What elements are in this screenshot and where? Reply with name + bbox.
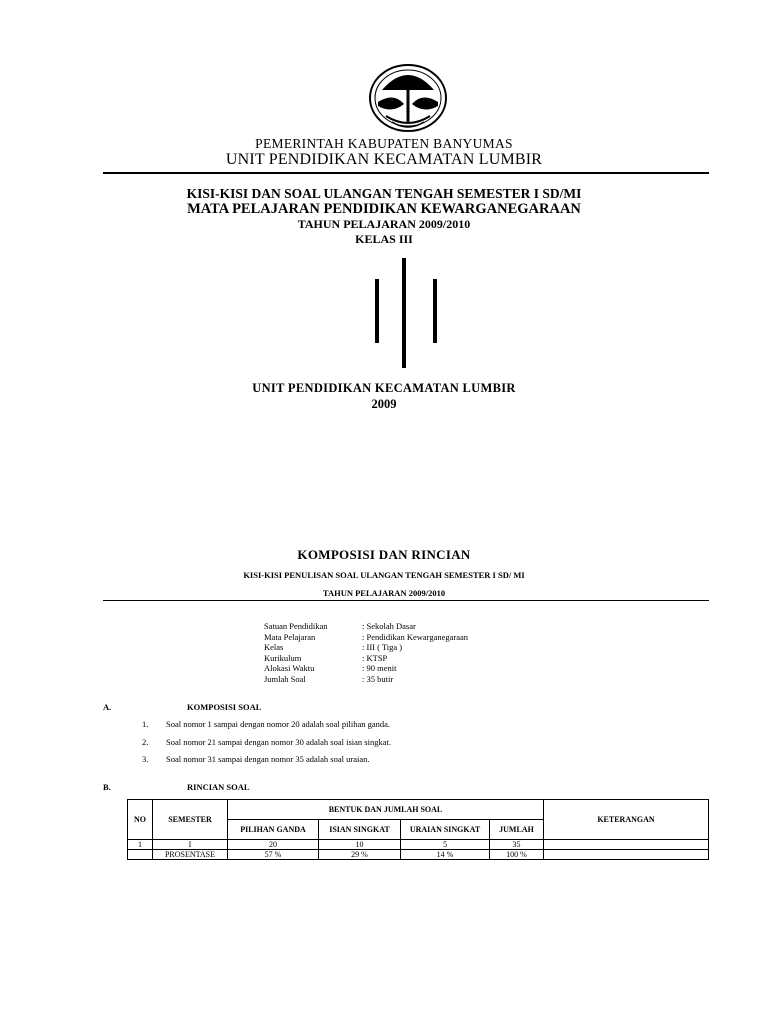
header-isian-singkat: ISIAN SINGKAT bbox=[319, 820, 401, 840]
decorative-bar-right bbox=[433, 279, 437, 343]
cell-semester: PROSENTASE bbox=[153, 850, 228, 860]
doc-title-line1: KISI-KISI DAN SOAL ULANGAN TENGAH SEMESTER I SD/MI bbox=[186, 186, 582, 201]
identity-row bbox=[264, 642, 468, 653]
identity-label: Alokasi Waktu bbox=[264, 663, 315, 674]
cell-pilihan-ganda: 20 bbox=[228, 840, 319, 850]
decorative-bar-left bbox=[375, 279, 379, 343]
identity-row bbox=[264, 663, 468, 674]
table-row bbox=[128, 850, 709, 860]
cell-no: 1 bbox=[128, 840, 153, 850]
komposisi-divider bbox=[103, 600, 709, 601]
cell-uraian-singkat: 14 % bbox=[401, 850, 490, 860]
komposisi-heading: KOMPOSISI DAN RINCIAN bbox=[297, 547, 471, 562]
decorative-bar-center bbox=[402, 258, 406, 368]
list-item bbox=[142, 719, 390, 729]
unit-name: UNIT PENDIDIKAN KECAMATAN LUMBIR bbox=[225, 151, 543, 168]
cell-semester: I bbox=[153, 840, 228, 850]
identity-value: : Pendidikan Kewarganegaraan bbox=[362, 631, 469, 642]
rincian-table bbox=[127, 799, 709, 860]
cell-jumlah: 100 % bbox=[490, 850, 544, 860]
header-semester: SEMESTER bbox=[153, 800, 228, 840]
cell-isian-singkat: 10 bbox=[319, 840, 401, 850]
table-row bbox=[128, 840, 709, 850]
cell-no bbox=[128, 850, 153, 860]
identity-label: Kurikulum bbox=[264, 652, 302, 663]
identity-label: Satuan Pendidikan bbox=[264, 621, 328, 631]
identity-value: : 35 butir bbox=[362, 673, 394, 684]
identity-value: : 90 menit bbox=[362, 663, 397, 674]
cell-isian-singkat: 29 % bbox=[319, 850, 401, 860]
header-jumlah: JUMLAH bbox=[490, 820, 544, 840]
identity-row bbox=[264, 674, 468, 685]
doc-title-line4: KELAS III bbox=[355, 232, 413, 246]
header-pilihan-ganda: PILIHAN GANDA bbox=[228, 820, 319, 840]
cell-pilihan-ganda: 57 % bbox=[228, 850, 319, 860]
identity-label: Kelas bbox=[264, 642, 284, 653]
identity-value: : Sekolah Dasar bbox=[362, 621, 416, 631]
section-b-letter: B. bbox=[103, 782, 111, 792]
identity-block bbox=[264, 621, 468, 685]
list-item-number: 2. bbox=[142, 737, 149, 747]
header-no: NO bbox=[128, 800, 153, 840]
identity-row bbox=[264, 653, 468, 664]
list-item bbox=[142, 754, 369, 764]
list-item-number: 3. bbox=[142, 754, 149, 764]
cover-year: 2009 bbox=[371, 397, 397, 411]
cell-jumlah: 35 bbox=[490, 840, 544, 850]
government-name: PEMERINTAH KABUPATEN BANYUMAS bbox=[255, 136, 513, 151]
komposisi-subtitle: KISI-KISI PENULISAN SOAL ULANGAN TENGAH SEMESTER I SD/ MI bbox=[243, 570, 525, 580]
list-item-number: 1. bbox=[142, 719, 149, 729]
header-divider bbox=[103, 172, 709, 174]
banyumas-emblem-icon bbox=[368, 60, 448, 136]
table-header-row bbox=[128, 800, 709, 820]
identity-row bbox=[264, 632, 468, 643]
list-item-text: Soal nomor 21 sampai dengan nomor 30 adalah soal isian singkat. bbox=[166, 737, 391, 747]
cell-keterangan bbox=[544, 850, 709, 860]
list-item-text: Soal nomor 1 sampai dengan nomor 20 adalah soal pilihan ganda. bbox=[166, 719, 391, 729]
doc-title-line3: TAHUN PELAJARAN 2009/2010 bbox=[297, 217, 471, 231]
identity-row bbox=[264, 621, 468, 632]
identity-label: Mata Pelajaran bbox=[264, 631, 316, 642]
komposisi-year: TAHUN PELAJARAN 2009/2010 bbox=[322, 588, 446, 598]
header-uraian-singkat: URAIAN SINGKAT bbox=[401, 820, 490, 840]
identity-label: Jumlah Soal bbox=[264, 673, 306, 684]
section-a-title: KOMPOSISI SOAL bbox=[187, 702, 262, 712]
list-item-text: Soal nomor 31 sampai dengan nomor 35 adalah soal uraian. bbox=[166, 754, 370, 764]
header-keterangan: KETERANGAN bbox=[544, 800, 709, 840]
section-b-title: RINCIAN SOAL bbox=[187, 782, 250, 792]
section-a-letter: A. bbox=[103, 702, 112, 712]
identity-value: : KTSP bbox=[362, 652, 388, 663]
identity-value: : III ( Tiga ) bbox=[362, 642, 403, 653]
cell-keterangan bbox=[544, 840, 709, 850]
doc-title-line2: MATA PELAJARAN PENDIDIKAN KEWARGANEGARAAN bbox=[187, 201, 581, 217]
cover-unit-name: UNIT PENDIDIKAN KECAMATAN LUMBIR bbox=[252, 381, 516, 395]
list-item bbox=[142, 737, 391, 747]
cell-uraian-singkat: 5 bbox=[401, 840, 490, 850]
header-bentuk: BENTUK DAN JUMLAH SOAL bbox=[228, 800, 544, 820]
